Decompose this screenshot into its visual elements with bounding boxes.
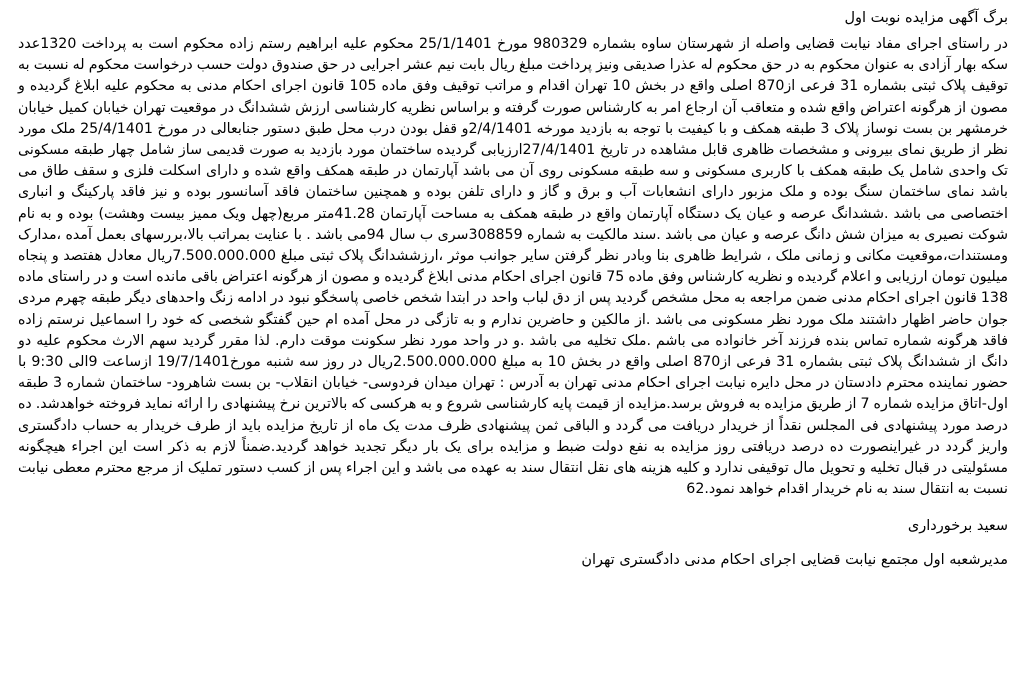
announcement-page [18, 8, 1008, 677]
signer-title: مدیرشعبه اول مجتمع نیابت قضایی اجرای احکام مدنی دادگستری تهران [581, 552, 1008, 569]
announcement-body: در راستای اجرای مفاد نیابت قضایی واصله از شهرستان ساوه بشماره 980329 مورخ 25/1/1401 محکوم علیه ابراهیم رستم زاده محکوم است به پرداخت 1320عدد سکه بهار آزادی به عنوان محکوم به در حق محکوم له عذرا صدیقی ونیز پرداخت مبلغ ریال بابت نیم عشر اجرایی در حق صندوق دولت حسب درخواست محکوم له نسبت به توقیف پلاک ثبتی بشماره 31 فرعی از870 اصلی واقع در بخش 10 تهران اقدام و مراتب توقیف وفق ماده 105 قانون اجرای احکام مدنی به محکوم علیه ابلاغ گردیده و مصون از هرگونه اعتراض واقع شده و متعاقب آن ارجاع امر به کارشناس صورت گرفته و براساس نظریه کارشناسی ارزش ششدانگ در موقعیت تهران خیابان کمیل خیابان خرمشهر بن بست نوساز پلاک 3 طبقه همکف و با کیفیت با توجه به بازدید مورخه 2/4/1401و قفل بودن درب محل طبق دستور جنابعالی در مورخ 25/4/1401 ملک مورد نظر از طریق نمای بیرونی و مشخصات ظاهری قابل مشاهده در تاریخ 27/4/1401ارزیابی گردیده ساختمان مورد بازدید به صورت قدیمی ساز شامل چهار طبقه مسکونی تک واحدی شامل یک طبقه همکف با کاربری مسکونی و سه طبقه مسکونی روی آن می باشد آپارتمان در طبقه همکف واقع شده و دارای اسکلت فلزی و سقف طاق می باشد نمای ساختمان سنگ بوده و ملک مزبور دارای انشعابات آب و برق و گاز و دارای تلفن بوده و همچنین ساختمان فاقد آسانسور بوده و نیز فاقد پارکینگ و انباری اختصاصی می باشد .ششدانگ عرصه و عیان یک دستگاه آپارتمان واقع در طبقه همکف به مساحت آپارتمان 41.28متر مربع(چهل ویک ممیز بیست وهشت) بوده و به نام شوکت نصیری به میزان شش دانگ عرصه و عیان می باشد .سند مالکیت به شماره 308859سری ب سال 94می باشد . با عنایت بمراتب بالا،بررسهای بعمل آمده ،مدارک ومستندات،موقعیت مکانی و زمانی ملک ، شرایط ظاهری بنا وبادر نظر گرفتن سایر جوانب موثر ،ارزششدانگ پلاک ثبتی مبلغ 7.500.000.000ریال معادل هفتصد و پنجاه میلیون تومان ارزیابی و اعلام گردیده و نظریه کارشناس وفق ماده 75 قانون اجرای احکام مدنی ابلاغ گردیده و مصون از هرگونه اعتراض باقی مانده است و در راستای ماده 138 قانون اجرای احکام مدنی ضمن مراجعه به محل مشخص گردید پس از دق لباب واحد در ابتدا شخص خاصی پاسخگو نبود در ادامه زنگ واحدهای دیگر طبقه چهرم مردی جوان حاضر اظهار داشتند ملک مورد نظر مسکونی می باشد .از مالکین و حاضرین ندارم و به تازگی در محل آمده ام حین گفتگو شخصی که خود را اسماعیل نرستم زاده فاقد هرگونه شماره تماس بنده فرزند آخر خانواده می باشم .ملک تخلیه می باشد .و در واحد مورد نظر سکونت موقت دارم. لذا مقرر گردید سهم الارث محکوم علیه دو دانگ از ششدانگ پلاک ثبتی بشماره 31 فرعی از870 اصلی واقع در بخش 10 به مبلغ 2.500.000.000ریال در روز سه شنبه مورخ19/7/1401 ازساعت 9الی 9:30 با حضور نماینده محترم دادستان در محل دایره نیابت اجرای احکام مدنی تهران به آدرس : تهران میدان فردوسی- خیابان انقلاب- بن بست شاهرود- ساختمان شماره 3 طبقه اول-اتاق مزایده شماره 7 از طریق مزایده به فروش برسد.مزایده از قیمت پایه کارشناسی شروع و به هرکسی که بالاترین نرخ پیشنهادی را ارائه نماید فروخته خواهدشد. ده درصد مورد پیشنهادی فی المجلس نقداً از خریدار دریافت می گردد و الباقی ثمن پیشنهادی ظرف مدت یک ماه از تاریخ مزایده باید از طرف خریدار به حساب دادگستری واریز گردد در غیراینصورت ده درصد دریافتی روز مزایده به نفع دولت ضبط و مزایده برای یک بار دیگر تجدید خواهد گردید.ضمناً لازم به ذکر است این اجراء هیچگونه مسئولیتی در قبال تخلیه و تحویل مال توقیفی ندارد و کلیه هزینه های نقل انتقال سند به عهده می باشد و این اجراء پس از کسب دستور تملیک از مرجع محترم معطی نیابت نسبت به انتقال سند به نام خریدار اقدام خواهد نمود.62 [18, 36, 1009, 498]
signer-name: سعید برخورداری [907, 518, 1008, 535]
announcement-heading: برگ آگهی مزایده نوبت اول [844, 10, 1008, 26]
